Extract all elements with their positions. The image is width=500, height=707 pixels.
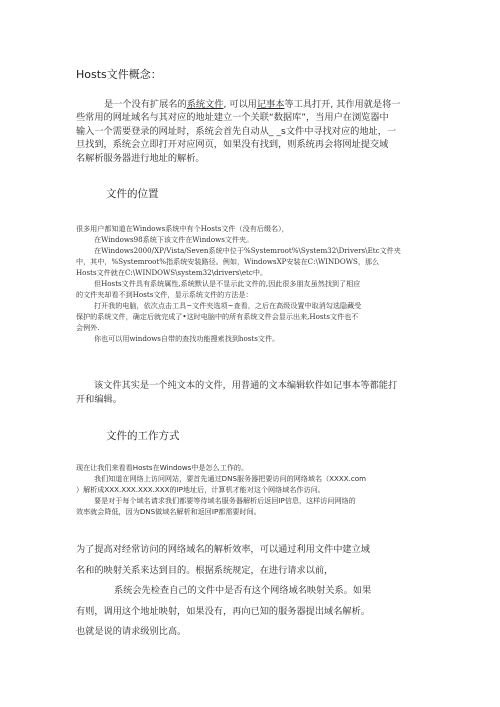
hosts-concept-paragraph: 是一个没有扩展名的系统文件, 可以用记事本等工具打开, 其作用就是将一 些常用的网址域名与其对应的地址建立一个关联“数据库”，当用户在浏览器中 输入一个需要登录的网址时，系统会首先自动从_ _s文件中寻找对应的地址，一 旦找到，系统会立即打开对应网页，如果没有找到，则系统再会将网址提交域 名解析服务器进行地址的解析。: [76, 99, 401, 164]
link-notepad[interactable]: 记事本: [256, 99, 285, 110]
how-it-works-text: 现在让我们来看看Hosts在Windows中是怎么工作的。 我们知道在网络上访问网站，要首先通过DNS服务器把要访问的网络域名（XXXX.com ）解析成XXX.XXX.XXX.XXX的IP地址后，计算机才能对这个网络域名作访问。 要是对于每个域名请求我们都要等待域名服务器解析后返回IP信息，这样访问网络的 效率就会降低，因为DNS做域名解析和返回IP都需要时间。: [76, 463, 367, 516]
plain-text-note: 该文件其实是一个纯文本的文件，用普通的文本编辑软件如记事本等都能打 开和编辑。: [76, 380, 398, 405]
resolution-efficiency-paragraph: 为了提高对经常访问的网络域名的解析效率，可以通过利用文件中建立域 名和的映射关系来达到目的。根据系统规定，在进行请求以前， 系统会先检查自己的文件中是否有这个网络域名映射关系。如果 有则，调用这个地址映射，如果没有，再向已知的服务器提出域名解析。 也就是说的请求级别比高。: [76, 544, 372, 637]
link-system-file[interactable]: 系统文件: [186, 99, 224, 110]
section-title-hosts-concept: Hosts文件概念：: [76, 68, 162, 81]
section-title-file-location: 文件的位置: [106, 188, 159, 200]
file-location-text: 很多用户都知道在Windows系统中有个Hosts文件（没有后缀名）， 在Windows98系统下该文件在Windows文件夹。 在Windows2000/XP/Vista/Seven系统中位于%Systemroot%\System32\Drivers\Etc文件夹 中，其中，%Systemroot%指系统安装路径。例如，WindowsXP安装在C:\WINDOWS，那么 Hosts文件就在C:\WINDOWS\system32\drivers\etc中。 但Hosts文件具有系统属性,系统默认是不显示此文件的,因此很多朋友虽然找到了相应 的文件夹却看不到Hosts文件，显示系统文件的方法是： 打开我的电脑，依次点击工具~文件夹选项~查看，之后在高级设置中取消勾选隐藏受 保护的系统文件，确定后就完成了•这时电脑中的所有系统文件会显示出来,Hosts文件也不 会例外. 你也可以用windows自带的查找功能搜索找到hosts文件。: [76, 224, 401, 343]
section-title-how-it-works: 文件的工作方式: [106, 430, 180, 442]
